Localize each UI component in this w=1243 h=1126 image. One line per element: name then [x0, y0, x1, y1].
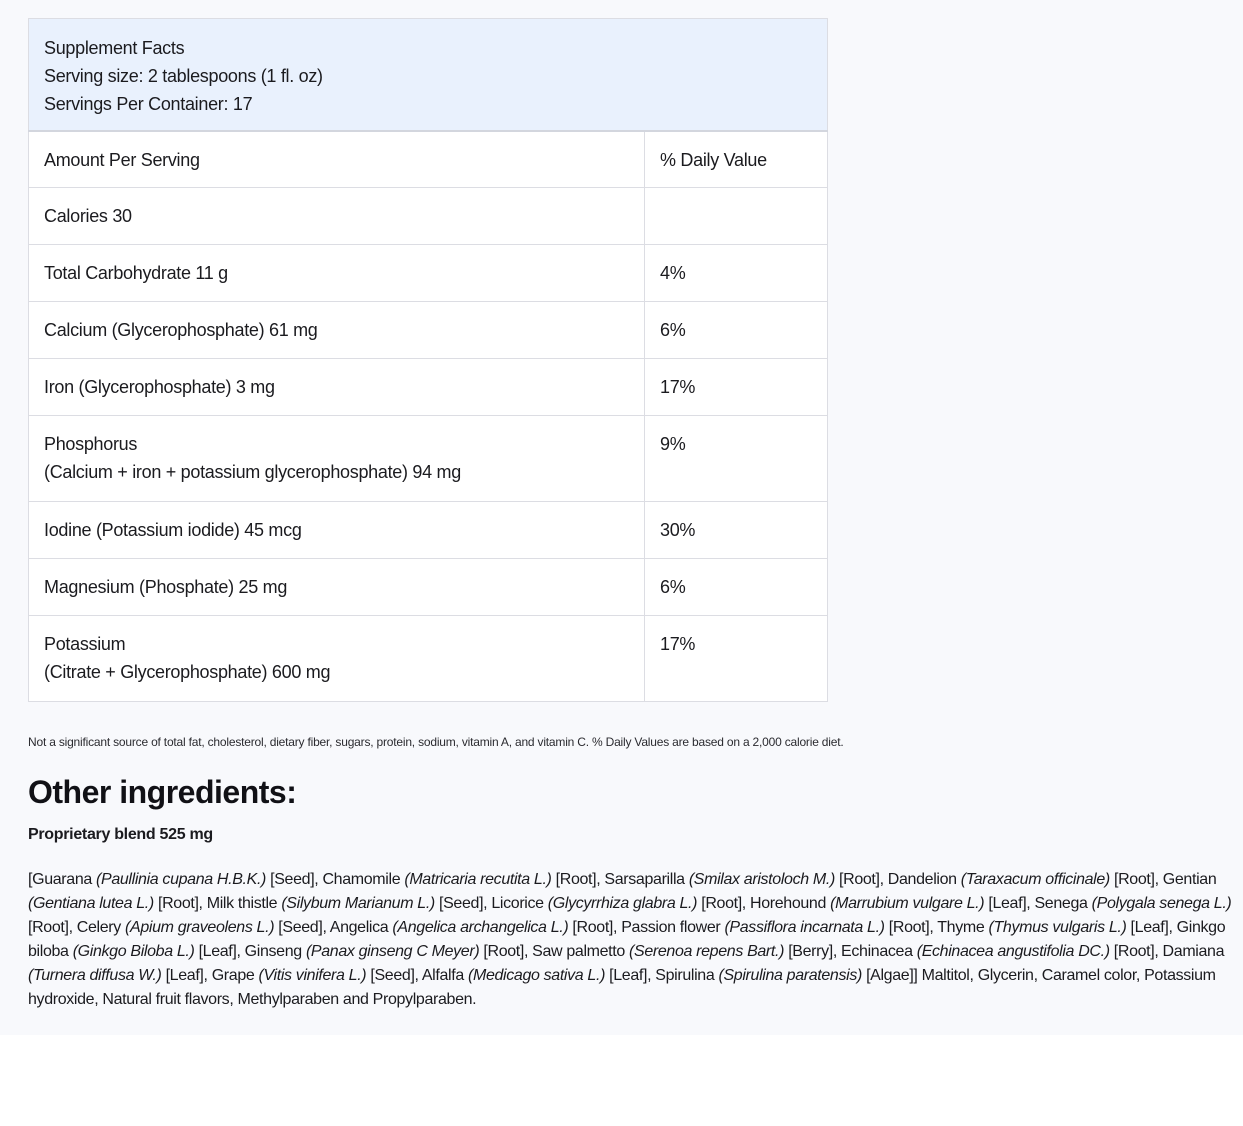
ingredient-text: [Root], Saw palmetto — [479, 943, 630, 960]
ingredient-text: [Leaf], Ginkgo biloba — [28, 919, 1226, 960]
nutrient-name — [29, 616, 645, 702]
table-row — [29, 502, 828, 559]
column-header-row — [29, 131, 828, 188]
nutrient-dv: 6% — [645, 559, 828, 616]
botanical-name: (Turnera diffusa W.) — [28, 967, 162, 984]
ingredient-text: [Root], Sarsaparilla — [551, 871, 689, 888]
table-row — [29, 616, 828, 702]
nutrient-label: Calcium (Glycerophosphate) 61 mg — [44, 320, 318, 340]
ingredient-text: [Leaf], Spirulina — [605, 967, 719, 984]
ingredient-text: [Root], Damiana — [1109, 943, 1225, 960]
servings-per-container: Servings Per Container: 17 — [44, 94, 253, 114]
botanical-name: (Apium graveolens L.) — [125, 919, 275, 936]
nutrient-name — [29, 559, 645, 616]
ingredient-text: [Seed], Alfalfa — [366, 967, 468, 984]
botanical-name: (Polygala senega L.) — [1091, 895, 1232, 912]
nutrient-label: Magnesium (Phosphate) 25 mg — [44, 577, 288, 597]
table-row — [29, 416, 828, 502]
nutrient-sublabel: (Calcium + iron + potassium glycerophosphate) 94 mg — [44, 462, 461, 482]
ingredient-text: [Seed], Chamomile — [266, 871, 405, 888]
ingredients-list — [28, 868, 1240, 1012]
facts-title: Supplement Facts — [44, 38, 185, 58]
nutrient-name — [29, 245, 645, 302]
ingredient-text: [Algae]] Maltitol, Glycerin, Caramel color, Potassium hydroxide, Natural fruit flavors, Methylparaben and Propylparaben. — [28, 967, 1216, 1008]
nutrient-dv: 4% — [645, 245, 828, 302]
botanical-name: (Paullinia cupana H.B.K.) — [96, 871, 267, 888]
daily-value-footnote: Not a significant source of total fat, cholesterol, dietary fiber, sugars, protein, sodium, vitamin A, and vitamin C. % Daily Values are based on a 2,000 calorie diet. — [28, 735, 844, 749]
nutrient-name — [29, 502, 645, 559]
ingredient-text: [Leaf], Ginseng — [194, 943, 306, 960]
botanical-name: (Marrubium vulgare L.) — [830, 895, 985, 912]
ingredient-text: [Root], Horehound — [697, 895, 831, 912]
facts-header-cell — [29, 19, 828, 131]
ingredient-text: [Seed], Angelica — [274, 919, 393, 936]
botanical-name: (Taraxacum officinale) — [960, 871, 1110, 888]
facts-header — [29, 19, 828, 131]
botanical-name: (Ginkgo Biloba L.) — [72, 943, 195, 960]
serving-size: Serving size: 2 tablespoons (1 fl. oz) — [44, 66, 323, 86]
nutrient-name — [29, 188, 645, 245]
botanical-name: (Echinacea angustifolia DC.) — [916, 943, 1110, 960]
ingredient-text: [Leaf], Grape — [161, 967, 259, 984]
nutrient-dv: 30% — [645, 502, 828, 559]
nutrient-dv: 9% — [645, 416, 828, 502]
amount-per-serving-header: Amount Per Serving — [29, 131, 645, 188]
nutrient-sublabel: (Citrate + Glycerophosphate) 600 mg — [44, 662, 331, 682]
nutrient-dv: 6% — [645, 302, 828, 359]
nutrient-dv — [645, 188, 828, 245]
ingredient-text: [Berry], Echinacea — [784, 943, 917, 960]
nutrient-label: Iodine (Potassium iodide) 45 mcg — [44, 520, 302, 540]
nutrient-label: Calories 30 — [44, 206, 132, 226]
ingredient-text: [Leaf], Senega — [984, 895, 1092, 912]
nutrient-label: Phosphorus — [44, 434, 138, 454]
ingredient-text: [Seed], Licorice — [434, 895, 548, 912]
daily-value-header: % Daily Value — [645, 131, 828, 188]
nutrient-dv: 17% — [645, 359, 828, 416]
nutrient-name — [29, 302, 645, 359]
botanical-name: (Silybum Marianum L.) — [281, 895, 435, 912]
nutrient-dv: 17% — [645, 616, 828, 702]
table-row — [29, 188, 828, 245]
botanical-name: (Panax ginseng C Meyer) — [305, 943, 480, 960]
botanical-name: (Passiflora incarnata L.) — [724, 919, 885, 936]
ingredient-text: [Root], Gentian — [1109, 871, 1217, 888]
proprietary-blend-label: Proprietary blend 525 mg — [28, 826, 213, 843]
nutrient-name — [29, 359, 645, 416]
botanical-name: (Matricaria recutita L.) — [404, 871, 552, 888]
ingredient-text: [Guarana — [28, 871, 97, 888]
botanical-name: (Angelica archangelica L.) — [392, 919, 569, 936]
nutrient-name — [29, 416, 645, 502]
botanical-name: (Thymus vulgaris L.) — [988, 919, 1127, 936]
nutrient-label: Potassium — [44, 634, 126, 654]
ingredient-text: [Root], Thyme — [884, 919, 989, 936]
other-ingredients-heading: Other ingredients: — [28, 774, 297, 810]
table-row — [29, 245, 828, 302]
table-row — [29, 302, 828, 359]
supplement-facts-table — [28, 18, 828, 702]
table-row — [29, 359, 828, 416]
nutrient-label: Total Carbohydrate 11 g — [44, 263, 228, 283]
botanical-name: (Serenoa repens Bart.) — [629, 943, 785, 960]
botanical-name: (Gentiana lutea L.) — [28, 895, 154, 912]
ingredient-text: [Root], Celery — [28, 919, 126, 936]
nutrient-label: Iron (Glycerophosphate) 3 mg — [44, 377, 275, 397]
ingredient-text: [Root], Passion flower — [568, 919, 725, 936]
table-row — [29, 559, 828, 616]
ingredient-text: [Root], Milk thistle — [153, 895, 282, 912]
botanical-name: (Medicago sativa L.) — [467, 967, 606, 984]
botanical-name: (Smilax aristoloch M.) — [688, 871, 835, 888]
botanical-name: (Spirulina paratensis) — [718, 967, 862, 984]
ingredient-text: [Root], Dandelion — [834, 871, 961, 888]
botanical-name: (Vitis vinifera L.) — [258, 967, 367, 984]
botanical-name: (Glycyrrhiza glabra L.) — [547, 895, 698, 912]
